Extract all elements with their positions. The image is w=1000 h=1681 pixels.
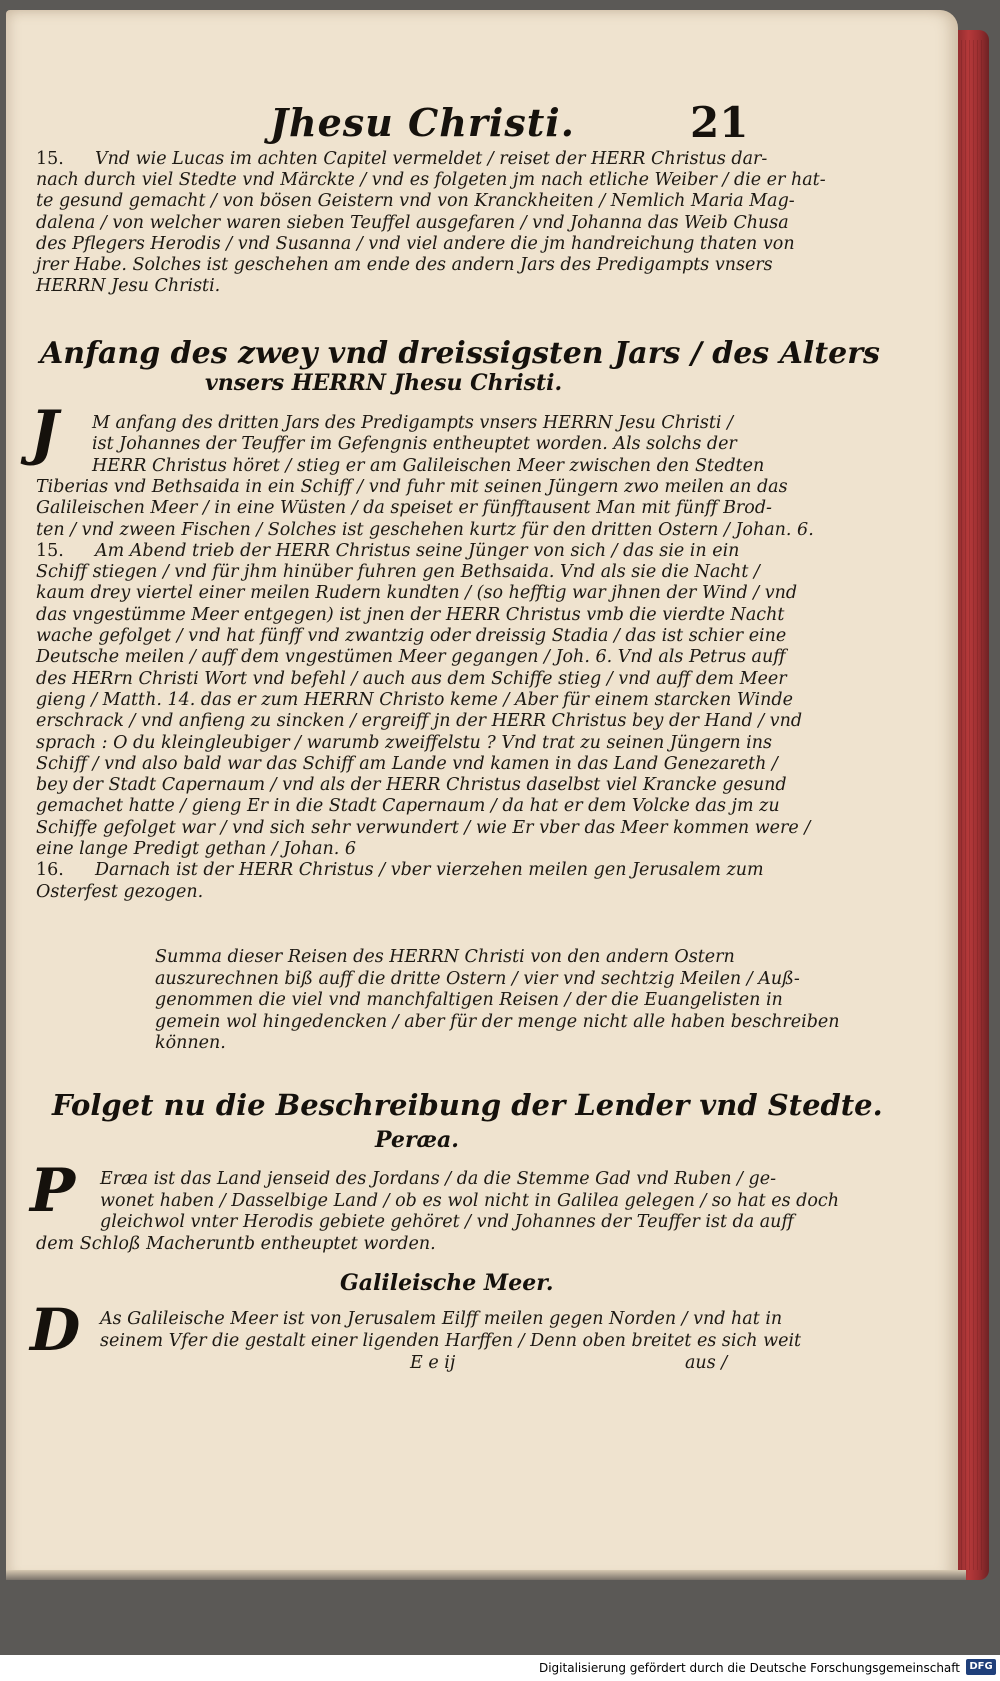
text-line: Schiffe gefolget war / vnd sich sehr verwundert / wie Er vber das Meer kommen were / [36, 817, 811, 838]
text-line: M anfang des dritten Jars des Predigampts vnsers HERRN Jesu Christi / [92, 413, 733, 433]
dfg-logo: DFG [966, 1659, 996, 1675]
text-line: des HERrn Christi Wort vnd befehl / auch aus dem Schiffe stieg / vnd auff dem Meer [36, 668, 787, 689]
section-heading: Folget nu die Beschreibung der Lender vnd Stedte. [52, 1088, 883, 1122]
text-line: bey der Stadt Capernaum / vnd als der HERR Christus daselbst viel Krancke gesund [36, 775, 787, 796]
text-line: Deutsche meilen / auff dem vngestümen Meer gegangen / Joh. 6. Vnd als Petrus auff [36, 647, 786, 668]
margin-verse-number: 15. [36, 540, 64, 561]
summa-line: gemein wol hingedencken / aber für der menge nicht alle haben beschreiben [155, 1011, 840, 1032]
text-line: gleichwol vnter Herodis gebiete gehöret / vnd Johannes der Teuffer ist da auff [100, 1212, 794, 1232]
section-subheading: vnsers HERRN Jhesu Christi. [205, 370, 563, 396]
summa-line: können. [155, 1033, 226, 1053]
summa-line: Summa dieser Reisen des HERRN Christi von den andern Ostern [155, 947, 735, 967]
margin-verse-number: 15. [36, 149, 64, 169]
text-line: Galileischen Meer / in eine Wüsten / da speiset er fünfftausent Man mit fünff Brod- [36, 498, 772, 519]
text-line: gemachet hatte / gieng Er in die Stadt Capernaum / da hat er dem Volcke das jm zu [36, 796, 780, 817]
text-line: ist Johannes der Teuffer im Gefengnis entheuptet worden. Als solchs der [92, 434, 737, 455]
text-line: seinem Vfer die gestalt einer ligenden Harffen / Denn oben breitet es sich weit [100, 1330, 802, 1351]
page-bottom-edge [6, 1570, 966, 1580]
section-subheading: Galileische Meer. [340, 1270, 554, 1296]
footer-credit: Digitalisierung gefördert durch die Deutsche Forschungsgemeinschaft [538, 1661, 960, 1675]
margin-verse-number: 16. [36, 860, 64, 881]
text-line: HERR Christus höret / stieg er am Galileischen Meer zwischen den Stedten [92, 455, 765, 476]
text-line: Am Abend trieb der HERR Christus seine Jünger von sich / das sie in ein [95, 540, 740, 561]
page-number: 21 [690, 98, 749, 147]
text-line: ten / vnd zween Fischen / Solches ist geschehen kurtz für den dritten Ostern / Johan. 6. [36, 519, 814, 540]
footer-bar [0, 1655, 1000, 1681]
text-line: wache gefolget / vnd hat fünff vnd zwantzig oder dreissig Stadia / das ist schier eine [36, 626, 787, 646]
text-line: Schiff stiegen / vnd für jhm hinüber fuhren gen Bethsaida. Vnd als sie die Nacht / [36, 562, 760, 583]
text-line: As Galileische Meer ist von Jerusalem Eilff meilen gegen Norden / vnd hat in [100, 1309, 783, 1329]
text-line: dem Schloß Macheruntb entheuptet worden. [36, 1233, 436, 1254]
decorated-initial: J [30, 398, 59, 468]
text-line: gieng / Matth. 14. das er zum HERRN Christo keme / Aber für einem starcken Winde [36, 689, 793, 710]
catchword: aus / [685, 1353, 728, 1373]
text-line: dalena / von welcher waren sieben Teuffel ausgefaren / vnd Johanna das Weib Chusa [36, 212, 789, 233]
text-line: kaum drey viertel einer meilen Rudern kundten / (so hefftig war jhnen der Wind / vnd [36, 583, 798, 604]
section-subheading: Peræa. [375, 1127, 459, 1153]
text-line: Vnd wie Lucas im achten Capitel vermeldet / reiset der HERR Christus dar- [95, 149, 768, 169]
decorated-initial: P [30, 1156, 76, 1226]
section-heading: Anfang des zwey vnd dreissigsten Jars / des Alters [40, 336, 880, 371]
text-line: Schiff / vnd also bald war das Schiff am Lande vnd kamen in das Land Genezareth / [36, 753, 778, 774]
text-line: HERRN Jesu Christi. [36, 276, 221, 297]
summa-line: auszurechnen biß auff die dritte Ostern / vier vnd sechtzig Meilen / Auß- [155, 968, 800, 989]
text-line: Osterfest gezogen. [36, 881, 204, 902]
text-line: sprach : O du kleingleubiger / warumb zweiffelstu ? Vnd trat zu seinen Jüngern ins [36, 732, 773, 753]
summa-line: genommen die viel vnd manchfaltigen Reisen / der die Euangelisten in [155, 990, 783, 1010]
text-line: eine lange Predigt gethan / Johan. 6 [36, 839, 357, 859]
text-line: das vngestümme Meer entgegen) ist jnen der HERR Christus vmb die vierdte Nacht [36, 604, 785, 625]
text-line: Darnach ist der HERR Christus / vber vierzehen meilen gen Jerusalem zum [95, 860, 764, 881]
text-line: Tiberias vnd Bethsaida in ein Schiff / vnd fuhr mit seinen Jüngern zwo meilen an das [36, 476, 788, 497]
decorated-initial: D [30, 1296, 81, 1364]
text-line: nach durch viel Stedte vnd Märckte / vnd es folgeten jm nach etliche Weiber / die er hat- [36, 170, 826, 191]
text-line: wonet haben / Dasselbige Land / ob es wol nicht in Galilea gelegen / so hat es doch [100, 1190, 839, 1211]
text-line: Eræa ist das Land jenseid des Jordans / da die Stemme Gad vnd Ruben / ge- [100, 1169, 776, 1189]
text-line: te gesund gemacht / von bösen Geistern vnd von Kranckheiten / Nemlich Maria Mag- [36, 191, 795, 212]
signature-mark: E e ij [410, 1353, 456, 1373]
running-head: Jhesu Christi. [270, 100, 575, 145]
text-line: jrer Habe. Solches ist geschehen am ende des andern Jars des Predigampts vnsers [36, 255, 773, 275]
text-line: des Pflegers Herodis / vnd Susanna / vnd viel andere die jm handreichung thaten von [36, 233, 795, 254]
book-fore-edge-pages [958, 40, 984, 1570]
text-line: erschrack / vnd anfieng zu sincken / ergreiff jn der HERR Christus bey der Hand / vnd [36, 711, 803, 732]
